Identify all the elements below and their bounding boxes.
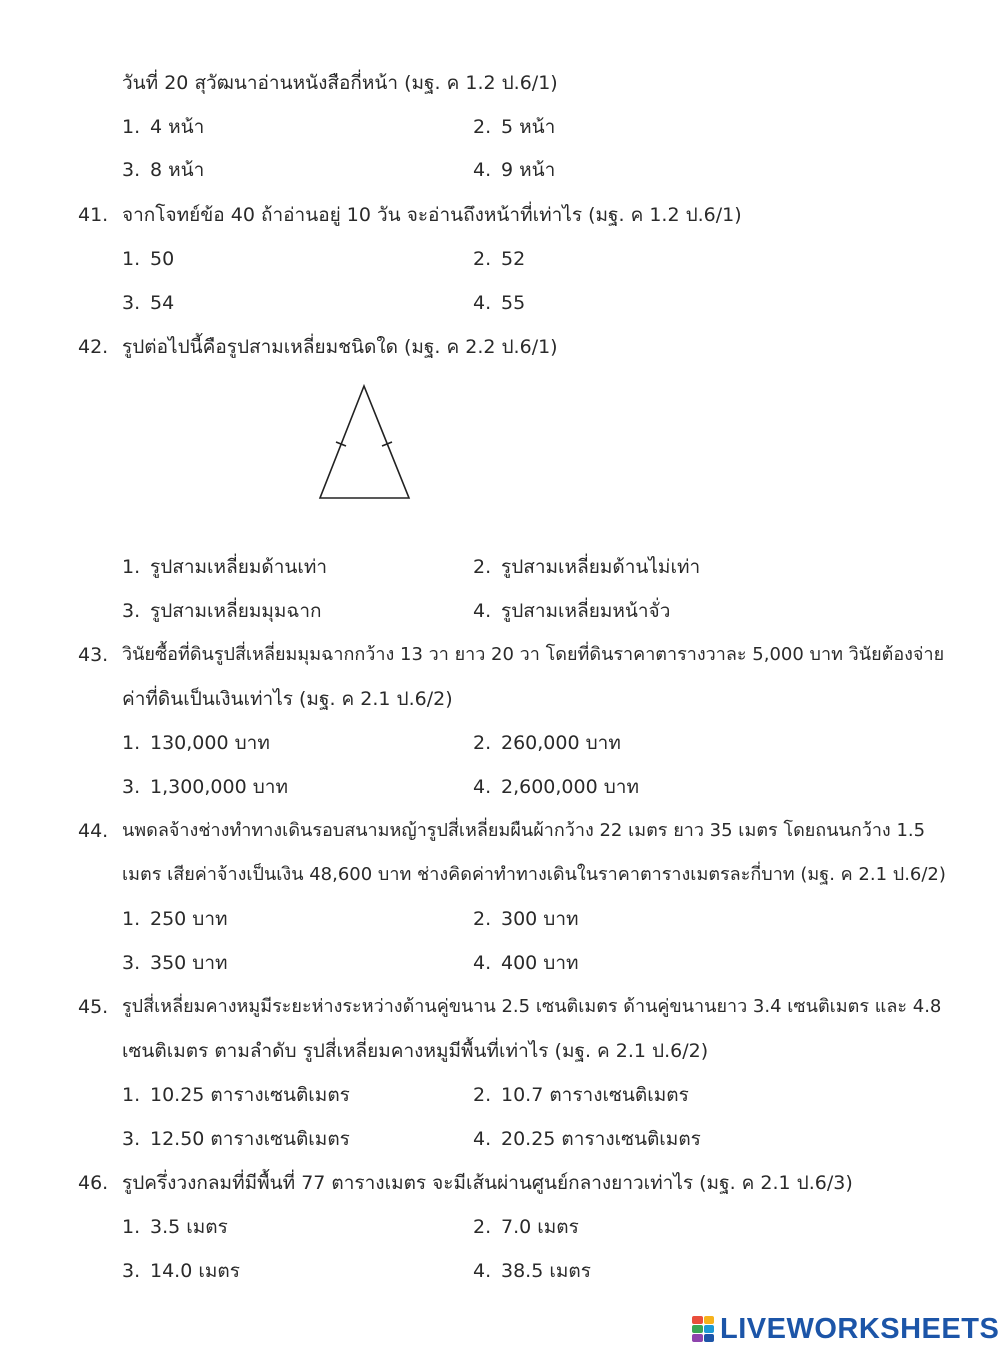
q42-option-2[interactable]: 2. รูปสามเหลี่ยมด้านไม่เท่า	[473, 556, 701, 578]
q41-option-2[interactable]: 2. 52	[473, 248, 526, 270]
q43-option-2[interactable]: 2. 260,000 บาท	[473, 732, 621, 754]
question-46-number: 46.	[78, 1172, 109, 1194]
q46-option-2[interactable]: 2. 7.0 เมตร	[473, 1216, 579, 1238]
q41-option-3[interactable]: 3. 54	[122, 292, 175, 314]
question-43-text-line-1: วินัยซื้อที่ดินรูปสี่เหลี่ยมมุมฉากกว้าง 13 วา ยาว 20 วา โดยที่ดินราคาตารางวาละ 5,000 บาท วินัยต้องจ่าย	[122, 644, 945, 665]
q45-option-3[interactable]: 3. 12.50 ตารางเซนติเมตร	[122, 1128, 350, 1150]
brand-name: LIVEWORKSHEETS	[720, 1312, 1000, 1345]
q40-option-4[interactable]: 4. 9 หน้า	[473, 159, 556, 181]
q40-option-1[interactable]: 1. 4 หน้า	[122, 116, 205, 138]
q41-option-4[interactable]: 4. 55	[473, 292, 526, 314]
question-44-text-line-2: เมตร เสียค่าจ้างเป็นเงิน 48,600 บาท ช่างคิดค่าทำทางเดินในราคาตารางเมตรละกี่บาท (มฐ. ค 2.1 ป.6/2)	[122, 864, 946, 885]
question-40-continuation: วันที่ 20 สุวัฒนาอ่านหนังสือกี่หน้า (มฐ. ค 1.2 ป.6/1)	[122, 72, 558, 94]
q45-option-1[interactable]: 1. 10.25 ตารางเซนติเมตร	[122, 1084, 350, 1106]
question-42-number: 42.	[78, 336, 109, 358]
q42-option-1[interactable]: 1. รูปสามเหลี่ยมด้านเท่า	[122, 556, 328, 578]
q46-option-3[interactable]: 3. 14.0 เมตร	[122, 1260, 240, 1282]
liveworksheets-brand[interactable]	[692, 1312, 999, 1346]
question-44-number: 44.	[78, 820, 109, 842]
q43-option-1[interactable]: 1. 130,000 บาท	[122, 732, 270, 754]
q45-option-2[interactable]: 2. 10.7 ตารางเซนติเมตร	[473, 1084, 689, 1106]
q42-option-3[interactable]: 3. รูปสามเหลี่ยมมุมฉาก	[122, 600, 322, 622]
question-45-text-line-1: รูปสี่เหลี่ยมคางหมูมีระยะห่างระหว่างด้านคู่ขนาน 2.5 เซนติเมตร ด้านคู่ขนานยาว 3.4 เซนติเมตร และ 4.8	[122, 996, 942, 1017]
q44-option-2[interactable]: 2. 300 บาท	[473, 908, 579, 930]
isosceles-triangle-icon	[312, 380, 416, 504]
liveworksheets-logo-icon	[692, 1316, 714, 1342]
question-45-text-line-2: เซนติเมตร ตามลำดับ รูปสี่เหลี่ยมคางหมูมีพื้นที่เท่าไร (มฐ. ค 2.1 ป.6/2)	[122, 1040, 709, 1062]
question-41-text: จากโจทย์ข้อ 40 ถ้าอ่านอยู่ 10 วัน จะอ่านถึงหน้าที่เท่าไร (มฐ. ค 1.2 ป.6/1)	[122, 204, 742, 226]
question-46-text: รูปครึ่งวงกลมที่มีพื้นที่ 77 ตารางเมตร จะมีเส้นผ่านศูนย์กลางยาวเท่าไร (มฐ. ค 2.1 ป.6/3)	[122, 1172, 853, 1194]
q40-option-3[interactable]: 3. 8 หน้า	[122, 159, 205, 181]
question-45-number: 45.	[78, 996, 109, 1018]
q44-option-1[interactable]: 1. 250 บาท	[122, 908, 228, 930]
q43-option-3[interactable]: 3. 1,300,000 บาท	[122, 776, 288, 798]
question-43-number: 43.	[78, 644, 109, 666]
q42-option-4[interactable]: 4. รูปสามเหลี่ยมหน้าจั่ว	[473, 600, 671, 622]
question-43-text-line-2: ค่าที่ดินเป็นเงินเท่าไร (มฐ. ค 2.1 ป.6/2)	[122, 688, 453, 710]
q43-option-4[interactable]: 4. 2,600,000 บาท	[473, 776, 639, 798]
q46-option-4[interactable]: 4. 38.5 เมตร	[473, 1260, 591, 1282]
question-42-text: รูปต่อไปนี้คือรูปสามเหลี่ยมชนิดใด (มฐ. ค 2.2 ป.6/1)	[122, 336, 558, 358]
q44-option-3[interactable]: 3. 350 บาท	[122, 952, 228, 974]
q45-option-4[interactable]: 4. 20.25 ตารางเซนติเมตร	[473, 1128, 701, 1150]
q41-option-1[interactable]: 1. 50	[122, 248, 175, 270]
question-41-number: 41.	[78, 204, 109, 226]
triangle-outline	[320, 386, 409, 498]
q46-option-1[interactable]: 1. 3.5 เมตร	[122, 1216, 228, 1238]
question-44-text-line-1: นพดลจ้างช่างทำทางเดินรอบสนามหญ้ารูปสี่เหลี่ยมผืนผ้ากว้าง 22 เมตร ยาว 35 เมตร โดยถนนกว้าง 1.5	[122, 820, 926, 841]
q44-option-4[interactable]: 4. 400 บาท	[473, 952, 579, 974]
q40-option-2[interactable]: 2. 5 หน้า	[473, 116, 556, 138]
